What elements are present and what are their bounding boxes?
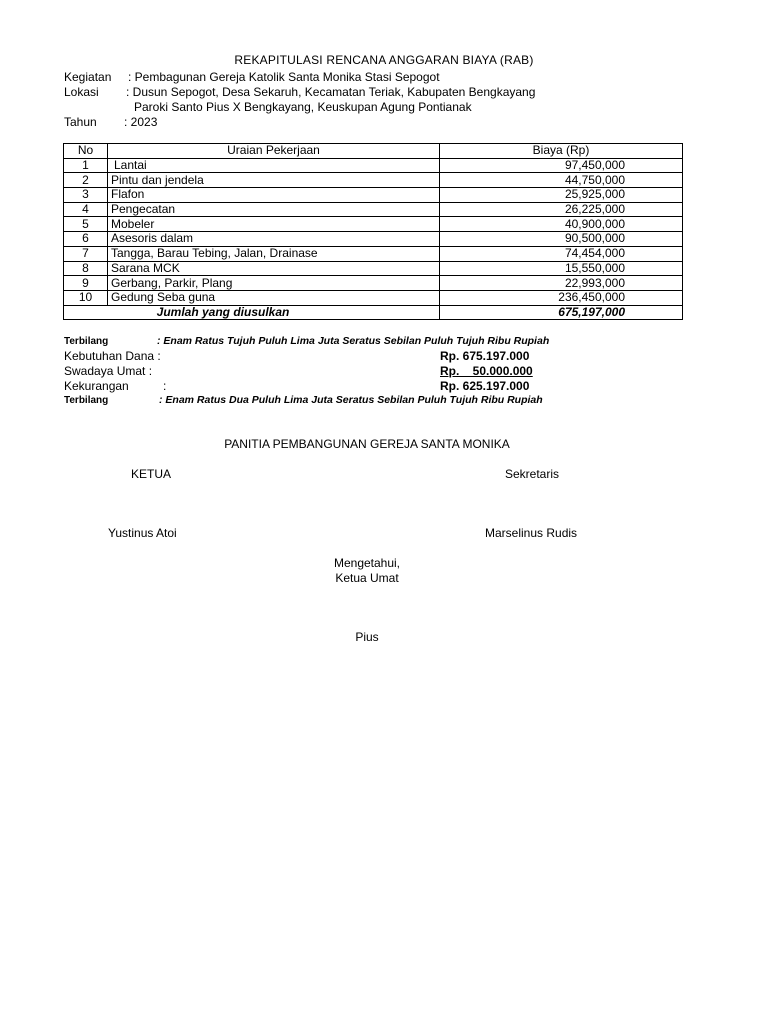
table-row <box>64 276 683 291</box>
row-biaya: 90,500,000 <box>440 232 683 247</box>
ketua-name: Yustinus Atoi <box>108 526 177 540</box>
row-uraian: Asesoris dalam <box>108 232 440 247</box>
swadaya-label: Swadaya Umat : <box>64 364 153 378</box>
terbilang-label-2: Terbilang <box>64 395 109 406</box>
row-uraian: Gedung Seba guna <box>108 290 440 305</box>
row-uraian: Pengecatan <box>108 202 440 217</box>
kegiatan-label: Kegiatan <box>64 70 112 84</box>
total-label: Jumlah yang diusulkan <box>64 305 440 320</box>
ketua-umat-title: Ketua Umat <box>335 571 399 585</box>
kegiatan-value: : Pembagunan Gereja Katolik Santa Monika Stasi Sepogot <box>128 70 440 84</box>
table-row <box>64 290 683 305</box>
row-no: 4 <box>64 202 108 217</box>
table-row <box>64 232 683 247</box>
row-biaya: 236,450,000 <box>440 290 683 305</box>
row-no: 7 <box>64 246 108 261</box>
row-uraian: Flafon <box>108 188 440 203</box>
kebutuhan-label: Kebutuhan Dana : <box>64 349 161 363</box>
table-row <box>64 173 683 188</box>
row-no: 8 <box>64 261 108 276</box>
sekretaris-title: Sekretaris <box>505 467 560 481</box>
sekretaris-name: Marselinus Rudis <box>485 526 578 540</box>
row-uraian: Mobeler <box>108 217 440 232</box>
swadaya-value: Rp. 50.000.000 <box>440 364 533 378</box>
committee-title: PANITIA PEMBANGUNAN GEREJA SANTA MONIKA <box>224 437 510 451</box>
ketua-title: KETUA <box>131 467 172 481</box>
mengetahui-label: Mengetahui, <box>333 556 401 570</box>
row-biaya: 26,225,000 <box>440 202 683 217</box>
kebutuhan-value: Rp. 675.197.000 <box>440 349 530 363</box>
header-biaya: Biaya (Rp) <box>440 144 683 159</box>
row-no: 10 <box>64 290 108 305</box>
table-row <box>64 202 683 217</box>
row-biaya: 25,925,000 <box>440 188 683 203</box>
kekurangan-colon: : <box>163 379 167 393</box>
row-biaya: 40,900,000 <box>440 217 683 232</box>
lokasi-value-2: Paroki Santo Pius X Bengkayang, Keuskupan Agung Pontianak <box>134 100 472 114</box>
row-uraian: Pintu dan jendela <box>108 173 440 188</box>
row-no: 9 <box>64 276 108 291</box>
table-row <box>64 188 683 203</box>
row-biaya: 74,454,000 <box>440 246 683 261</box>
document-title: REKAPITULASI RENCANA ANGGARAN BIAYA (RAB) <box>234 53 534 67</box>
lokasi-value-1: : Dusun Sepogot, Desa Sekaruh, Kecamatan Teriak, Kabupaten Bengkayang <box>126 85 536 99</box>
row-uraian: Sarana MCK <box>108 261 440 276</box>
row-no: 1 <box>64 158 108 173</box>
total-value: 675,197,000 <box>440 305 683 320</box>
ketua-umat-name: Pius <box>355 630 379 644</box>
terbilang-label-1: Terbilang <box>64 336 109 347</box>
table-row <box>64 261 683 276</box>
row-no: 6 <box>64 232 108 247</box>
row-biaya: 15,550,000 <box>440 261 683 276</box>
kekurangan-value: Rp. 625.197.000 <box>440 379 530 393</box>
row-biaya: 44,750,000 <box>440 173 683 188</box>
terbilang-text-1: : Enam Ratus Tujuh Puluh Lima Juta Seratus Sebilan Puluh Tujuh Ribu Rupiah <box>157 335 550 347</box>
row-biaya: 22,993,000 <box>440 276 683 291</box>
tahun-value: : 2023 <box>124 115 158 129</box>
row-no: 2 <box>64 173 108 188</box>
total-row <box>64 305 683 320</box>
table-header-row <box>64 144 683 159</box>
row-biaya: 97,450,000 <box>440 158 683 173</box>
table-row <box>64 217 683 232</box>
row-no: 5 <box>64 217 108 232</box>
tahun-label: Tahun <box>64 115 97 129</box>
lokasi-label: Lokasi <box>64 85 99 99</box>
row-uraian: Gerbang, Parkir, Plang <box>108 276 440 291</box>
row-uraian: Lantai <box>108 158 440 173</box>
table-row <box>64 246 683 261</box>
row-uraian: Tangga, Barau Tebing, Jalan, Drainase <box>108 246 440 261</box>
header-no: No <box>64 144 108 159</box>
row-no: 3 <box>64 188 108 203</box>
rab-table <box>63 143 683 320</box>
kekurangan-label: Kekurangan <box>64 379 129 393</box>
header-uraian: Uraian Pekerjaan <box>108 144 440 159</box>
table-row <box>64 158 683 173</box>
terbilang-text-2: : Enam Ratus Dua Puluh Lima Juta Seratus Sebilan Puluh Tujuh Ribu Rupiah <box>159 394 543 406</box>
